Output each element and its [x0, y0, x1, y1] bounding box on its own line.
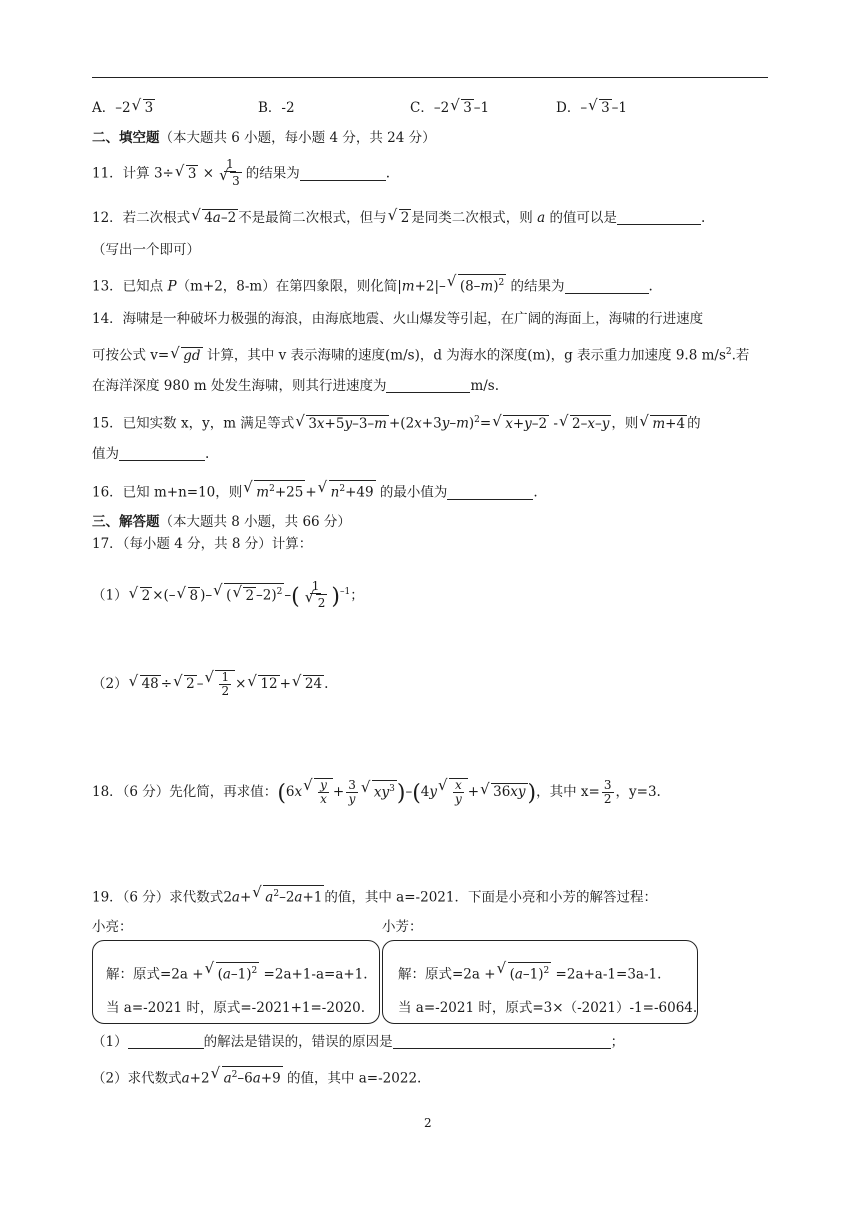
question-17-part2: （2）√ 48 ÷√ 2 – √ $\frac{1}{2}$ ×√ 12 +√ 24 . — [92, 670, 328, 698]
question-11: 11．计算 3÷√ 3 × 1 √ 3 的结果为 . — [92, 158, 390, 190]
question-17-title: 17．（每小题 4 分，共 8 分）计算： — [92, 536, 313, 552]
question-19-part2: （2）求代数式a+2√ $a^2-6a+9$ 的值，其中 a=-2022. — [92, 1066, 421, 1089]
choice-d: D．–√ 3 –1 — [556, 96, 627, 117]
section3-heading: 三、解答题（本大题共 8 小题，共 66 分） — [92, 514, 351, 530]
choice-a: A．–2√ 3 — [92, 96, 155, 117]
question-15-line2: 值为 . — [92, 446, 210, 462]
section2-heading: 二、填空题（本大题共 6 小题，每小题 4 分，共 24 分） — [92, 130, 436, 146]
question-12: 12．若二次根式√ 4a–2 不是最简二次根式，但与√ 2 是同类二次根式，则 a 的值可以是 . — [92, 208, 705, 228]
question-14-line1: 14．海啸是一种破坏力极强的海浪，由海底地震、火山爆发等引起，在广阔的海面上，海啸的行进速度 — [92, 311, 704, 327]
question-12-note: （写出一个即可） — [92, 242, 200, 258]
question-14-line3: 在海洋深度 980 m 处发生海啸，则其行进速度为 m/s. — [92, 378, 500, 394]
question-19: 19．（6 分）求代数式2a+√ $a^2-2a+1$ 的值，其中 a=-2021．下面是小亮和小芳的解答过程： — [92, 885, 657, 908]
answer-blank-15[interactable] — [119, 446, 205, 461]
xiaoliang-label: 小亮： — [92, 919, 133, 935]
header-rule — [92, 77, 768, 78]
choice-b: B．-2 — [258, 100, 295, 116]
question-17-part1: （1）√ 2 ×(–√ 8 )–√ (√ 2 –2)$^2$ –( 1 √ 2 )$^{-1}$； — [92, 580, 364, 612]
question-14-line2: 可按公式 v=√ gd 计算，其中 v 表示海啸的速度(m/s)，d 为海水的深度(m)，g 表示重力加速度 9.8 $m/s^2$.若 — [92, 342, 749, 366]
question-13: 13．已知点 P（m+2，8-m）在第四象限，则化简|m+2|–√ $(8-m)^2$ 的结果为 . — [92, 274, 653, 297]
xiaofang-line1: 解：原式=2a +√ $(a-1)^2 =2a+a-1=3a-1$. — [398, 962, 661, 984]
question-19-part1: （1） 的解法是错误的，错误的原因是 ； — [92, 1034, 625, 1050]
xiaoliang-line1: 解：原式=2a +√ $(a-1)^2 =2a+1-a=a+1$. — [106, 962, 368, 984]
xiaoliang-line2: 当 a=-2021 时，原式=-2021+1=-2020. — [106, 1000, 366, 1016]
answer-blank-19a[interactable] — [128, 1034, 204, 1049]
xiaofang-line2: 当 a=-2021 时，原式=3×（-2021）-1=-6064. — [398, 1000, 698, 1016]
question-16: 16．已知 m+n=10，则√ $m^2+25$ +√ $n^2+49$ 的最小值为 . — [92, 480, 538, 503]
question-18: 18．（6 分）先化简，再求值：(6x √ $\frac{y}{x}$ + $\frac{3}{y}$ √ $xy^3)-(4y$ √ $\frac{x}{y}$ +√ 36xy)，其中 x= $\frac{3}{2}$ ，y=3. — [92, 778, 661, 806]
page-number: 2 — [424, 1116, 432, 1130]
xiaofang-label: 小芳： — [382, 919, 423, 935]
answer-blank-11[interactable] — [300, 166, 386, 181]
answer-blank-12[interactable] — [617, 210, 701, 225]
answer-blank-19b[interactable] — [393, 1034, 611, 1049]
answer-blank-14[interactable] — [386, 378, 470, 393]
answer-blank-13[interactable] — [565, 279, 649, 294]
question-15: 15．已知实数 x，y，m 满足等式√ $3x+5y-3-m +(2x+3y-m)^2=√$ x+y–2 -√ 2–x–y ，则√ m+4 的 — [92, 410, 701, 434]
choice-c: C．–2√ 3 –1 — [410, 96, 489, 117]
answer-blank-16[interactable] — [447, 485, 533, 500]
